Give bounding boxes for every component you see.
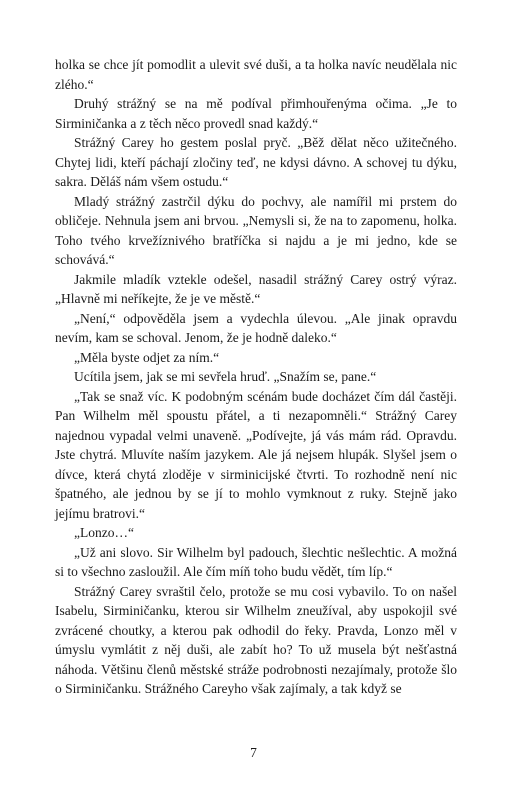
paragraph: Strážný Carey ho gestem poslal pryč. „Běž dělat něco užitečného. Chytej lidi, kteří páchají zločiny teď, ne kdysi dávno. A schovej tu dýku, sakra. Děláš nám všem ostudu.“ (55, 135, 457, 189)
paragraph: „Lonzo…“ (74, 525, 134, 540)
paragraph: „Tak se snaž víc. K podobným scénám bude docházet čím dál častěji. Pan Wilhelm měl spoustu přátel, a ti nezapomněli.“ Strážný Carey najednou vypadal velmi unaveně. „Podívejte, já vás mám rád. Opravdu. Jste chytrá. Mluvíte naším jazykem. Ale já nejsem hlupák. Slyšel jsem o dívce, která chytá zloděje v sirminicijské čtvrti. To rozhodně není nic špatného, ale jednou by se jí to mohlo vymknout z ruky. Stejně jako jejímu bratrovi.“ (55, 388, 457, 521)
paragraph: Ucítila jsem, jak se mi sevřela hruď. „Snažím se, pane.“ (74, 369, 377, 384)
paragraph: holka se chce jít pomodlit a ulevit své duši, a ta holka navíc neudělala nic zlého.“ (55, 57, 457, 92)
paragraph: „Už ani slovo. Sir Wilhelm byl padouch, šlechtic nešlechtic. A možná si to všechno zasloužil. Ale čím míň toho budu vědět, tím líp.“ (55, 544, 457, 579)
paragraph: Druhý strážný se na mě podíval přimhouřenýma očima. „Je to Sirminičanka a z těch něco provedl snad každý.“ (55, 96, 457, 131)
paragraph: Jakmile mladík vztekle odešel, nasadil strážný Carey ostrý výraz. „Hlavně mi neříkejte, že je ve městě.“ (55, 271, 457, 306)
paragraph: „Není,“ odpověděla jsem a vydechla úlevou. „Ale jinak opravdu nevím, kam se schoval. Jenom, že je hodně daleko.“ (55, 310, 457, 345)
page-body (55, 55, 457, 699)
paragraph: „Měla byste odjet za ním.“ (74, 349, 220, 365)
paragraph: Strážný Carey svraštil čelo, protože se mu cosi vybavilo. To on našel Isabelu, Sirminičanku, kterou sir Wilhelm zneužíval, aby uspokojil své zvrácené choutky, a kterou pak odhodil do řeky. Pravda, Lonzo měl v úmyslu vymlátit z něj duši, ale zabít ho? To už musela být nešťastná náhoda. Většinu členů městské stráže podrobnosti nezajímaly, protože šlo o Sirminičanku. Strážného Careyho však zajímaly, a tak když se (55, 583, 457, 696)
paragraph: Mladý strážný zastrčil dýku do pochvy, ale namířil mi prstem do obličeje. Nehnula jsem ani brvou. „Nemysli si, že na to zapomenu, holka. Toho tvého krvežíznivého bratříčka si najdu a je mi jedno, kde se schovává.“ (55, 193, 457, 267)
page-number: 7 (250, 745, 257, 760)
